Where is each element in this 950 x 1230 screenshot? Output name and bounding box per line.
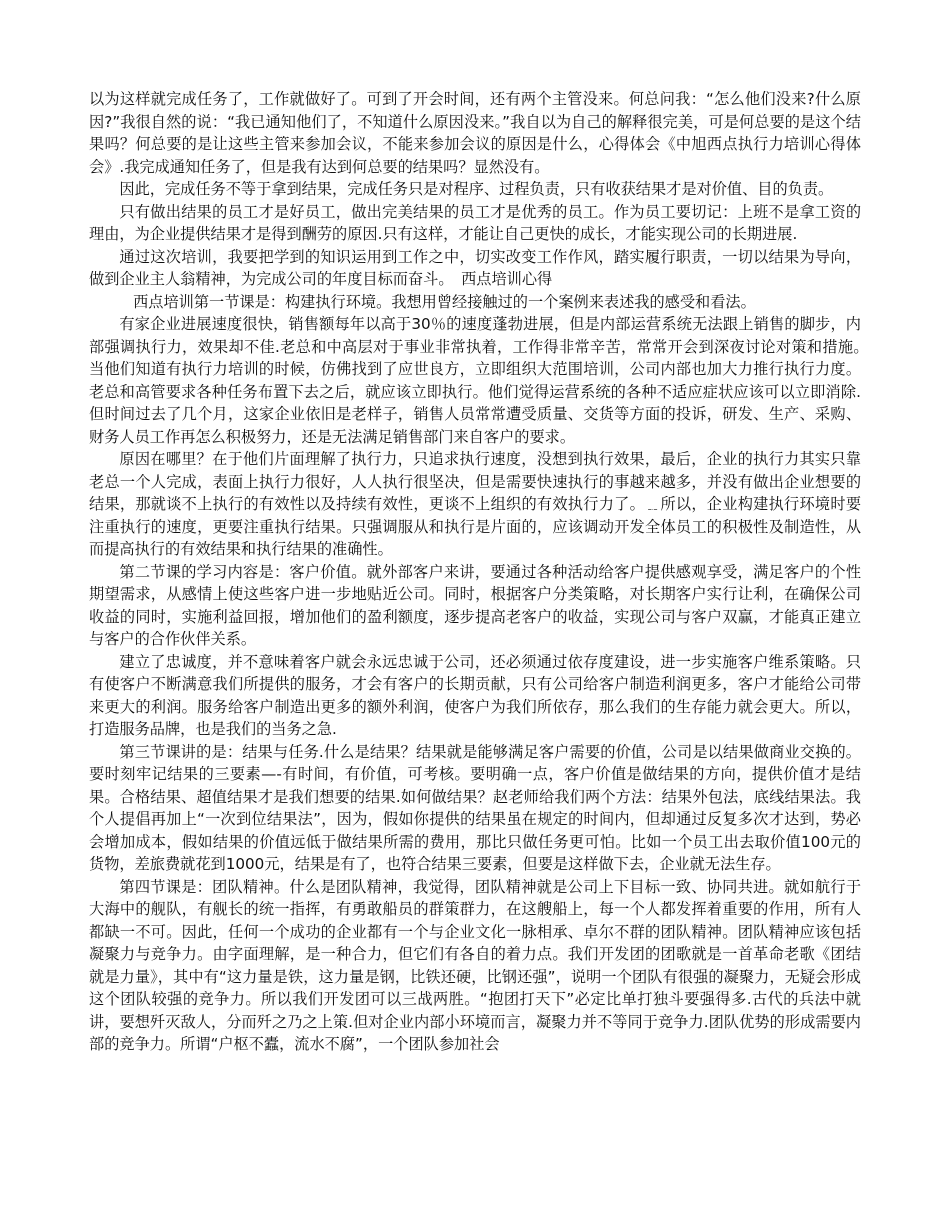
- paragraph-10: 第三节课讲的是：结果与任务.什么是结果？结果就是能够满足客户需要的价值，公司是以结果做商业交换的。要时刻牢记结果的三要素—-有时间，有价值，可考核。要明确一点，客户价值是做结果的方向，提供价值才是结果。合格结果、超值结果才是我们想要的结果.如何做结果？赵老师给我们两个方法：结果外包法，底线结果法。我个人提倡再加上“一次到位结果法”，因为，假如你提供的结果虽在规定的时间内，但却通过反复多次才达到，势必会增加成本，假如结果的价值远低于做结果所需的费用，那比只做任务更可怕。比如一个员工出去取价值100元的货物，差旅费就花到1000元，结果是有了，也符合结果三要素，但要是这样做下去，企业就无法生存。: [89, 742, 861, 873]
- paragraph-9: 建立了忠诚度，并不意味着客户就会永远忠诚于公司，还必须通过依存度建设，进一步实施客户维系策略。只有使客户不断满意我们所提供的服务，才会有客户的长期贡献，只有公司给客户制造利润更多，客户才能给公司带来更大的利润。服务给客户制造出更多的额外利润，使客户为我们所依存，那么我们的生存能力就会更大。所以，打造服务品牌，也是我们的当务之急.: [89, 652, 861, 738]
- paragraph-1: 以为这样就完成任务了，工作就做好了。可到了开会时间，还有两个主管没来。何总问我：“怎么他们没来?什么原因?”我很自然的说：“我已通知他们了，不知道什么原因没来。”我自以为自己的解释很完美，可是何总要的是这个结果吗？何总要的是让这些主管来参加会议，不能来参加会议的原因是什么，心得体会《中旭西点执行力培训心得体会》.我完成通知任务了，但是我有达到何总要的结果吗？显然没有。: [89, 90, 861, 176]
- paragraph-3: 只有做出结果的员工才是好员工，做出完美结果的员工才是优秀的员工。作为员工要切记：上班不是拿工资的理由，为企业提供结果才是得到酬劳的原因.只有这样，才能让自己更快的成长，才能实现公司的长期进展.: [89, 202, 861, 243]
- paragraph-6: 有家企业进展速度很快，销售额每年以高于30％的速度蓬勃进展，但是内部运营系统无法跟上销售的脚步，内部强调执行力，效果却不佳.老总和中高层对于事业非常执着，工作得非常辛苦，常常开会到深夜讨论对策和措施。 当他们知道有执行力培训的时候，仿佛找到了应世良方，立即组织大范围培训，公司内部也加大力推行执行力度。老总和高管要求各种任务布置下去之后，就应该立即执行。他们觉得运营系统的各种不适应症状应该可以立即消除.但时间过去了几个月，这家企业依旧是老样子，销售人员常常遭受质量、交货等方面的投诉，研发、生产、采购、财务人员工作再怎么积极努力，还是无法满足销售部门来自客户的要求。: [89, 315, 877, 446]
- paragraph-4: 通过这次培训，我要把学到的知识运用到工作之中，切实改变工作作风，踏实履行职责，一切以结果为导向，做到企业主人翁精神，为完成公司的年度目标而奋斗。 西点培训心得: [89, 247, 861, 288]
- paragraph-8: 第二节课的学习内容是：客户价值。就外部客户来讲，要通过各种活动给客户提供感观享受，满足客户的个性期望需求，从感情上使这些客户进一步地贴近公司。同时，根据客户分类策略，对长期客户实行让利，在确保公司收益的同时，实施利益回报，增加他们的盈利额度，逐步提高老客户的收益，实现公司与客户双赢，才能真正建立与客户的合作伙伴关系。: [89, 562, 861, 648]
- paragraph-11: 第四节课是：团队精神。什么是团队精神，我觉得，团队精神就是公司上下目标一致、协同共进。就如航行于大海中的舰队，有舰长的统一指挥，有勇敢船员的群策群力，在这艘船上，每一个人都发挥着重要的作用，所有人都缺一不可。因此，任何一个成功的企业都有一个与企业文化一脉相承、卓尔不群的团队精神。团队精神应该包括凝聚力与竞争力。由字面理解，是一种合力，但它们有各自的着力点。我们开发团的团歌就是一首革命老歌《团结就是力量》，其中有“这力量是铁，这力量是钢，比铁还硬，比钢还强”，说明一个团队有很强的凝聚力，无疑会形成这个团队较强的竞争力。所以我们开发团可以三战两胜。“抱团打天下”必定比单打独斗要强得多.古代的兵法中就讲，要想歼灭敌人，分而歼之乃之上策.但对企业内部小环境而言，凝聚力并不等同于竞争力.团队优势的形成需要内部的竞争力。所谓“户枢不蠹，流水不腐”，一个团队参加社会: [89, 877, 861, 1053]
- document-body: [89, 88, 877, 1056]
- paragraph-5: 西点培训第一节课是：构建执行环境。我想用曾经接触过的一个案例来表述我的感受和看法。: [133, 292, 756, 311]
- paragraph-2: 因此，完成任务不等于拿到结果，完成任务只是对程序、过程负责，只有收获结果才是对价值、目的负责。: [119, 180, 834, 198]
- paragraph-7: 原因在哪里？在于他们片面理解了执行力，只追求执行速度，没想到执行效果，最后，企业的执行力其实只靠老总一个人完成，表面上执行力很好，人人执行很坚决，但是需要快速执行的事越来越多，并没有做出企业想要的结果，那就谈不上执行的有效性以及持续有效性，更谈不上组织的有效执行力了。﹎所以，企业构建执行环境时要注重执行的速度，更要注重执行结果。只强调服从和执行是片面的，应该调动开发全体员工的积极性及制造性，从而提高执行的有效结果和执行结果的准确性。: [89, 450, 861, 558]
